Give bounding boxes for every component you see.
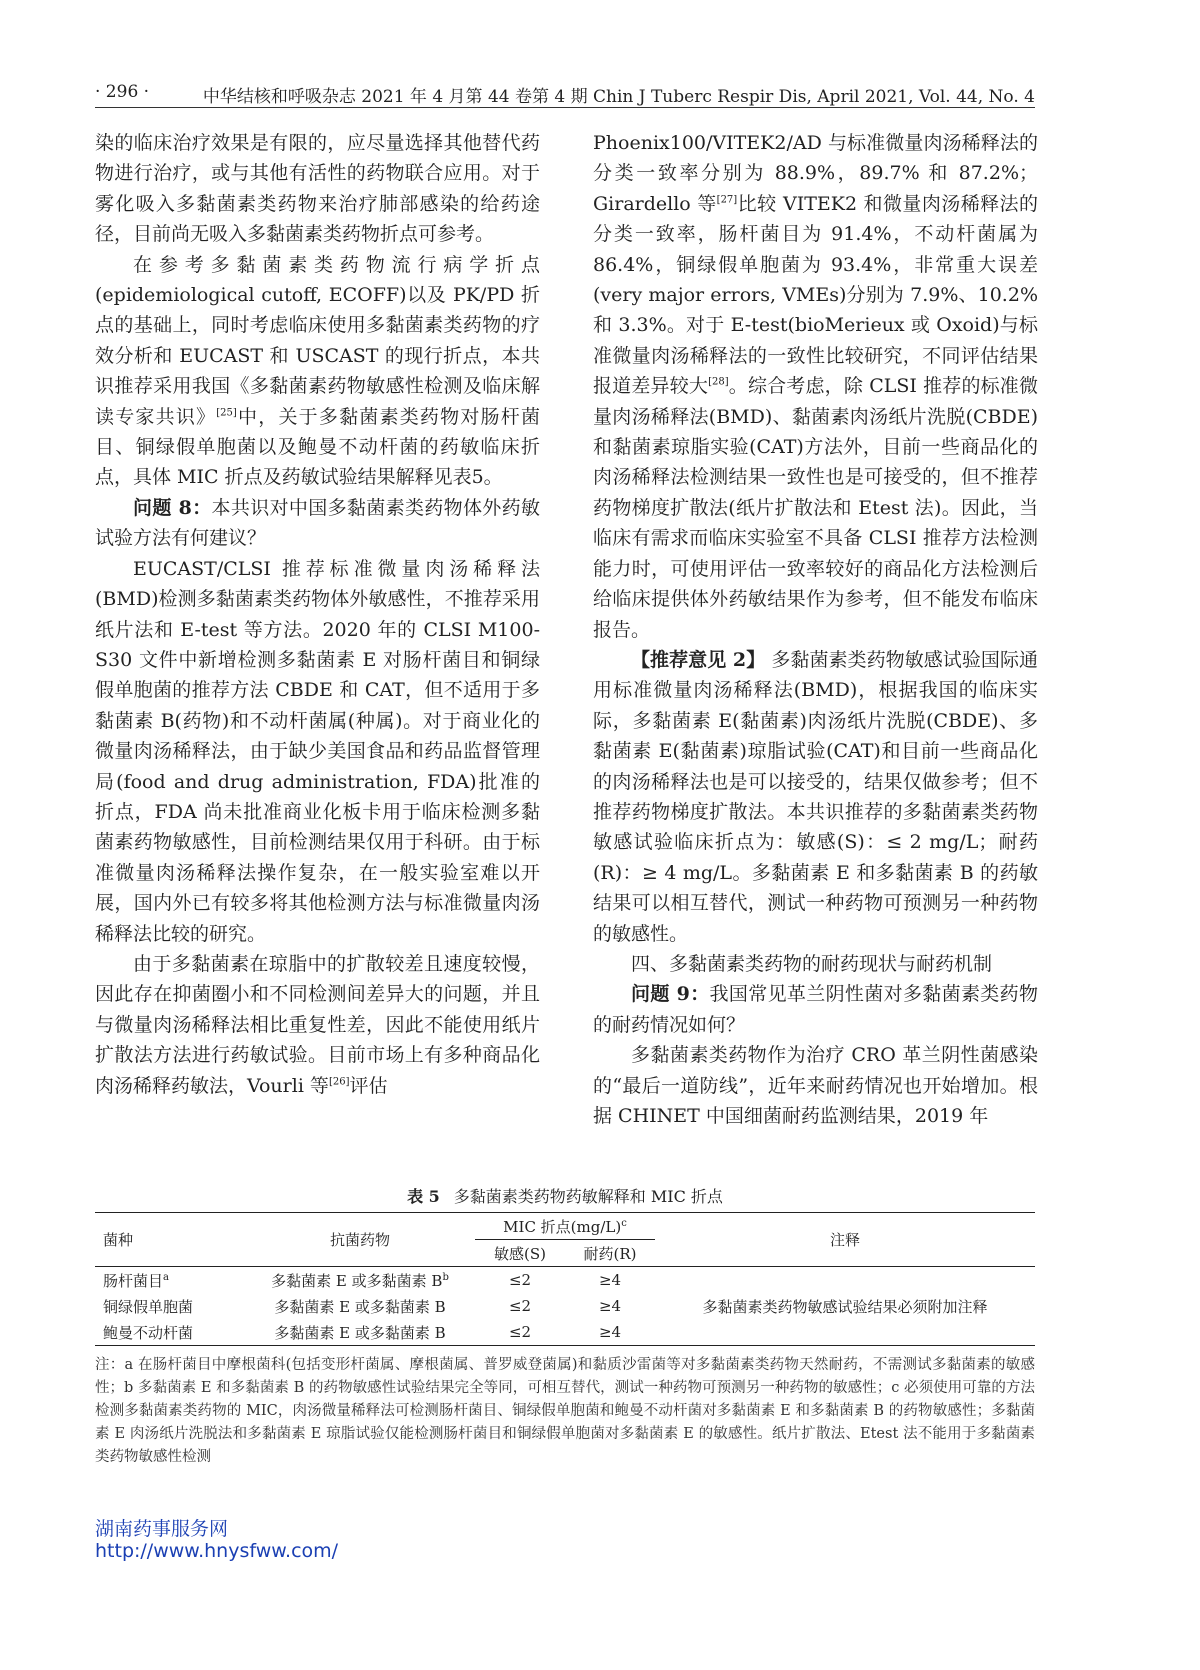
- citation-ref: [26]: [328, 1076, 350, 1088]
- note-cell: 多黏菌素类药物敏感试验结果必须附加注释: [655, 1267, 1035, 1346]
- header-species: 菌种: [95, 1213, 245, 1267]
- header-mic: MIC 折点$(mg/L)^c$: [475, 1213, 655, 1240]
- paragraph: Phoenix100/VITEK2/AD 与标准微量肉汤稀释法的分类一致率分别为 88.9%，89.7% 和 87.2%；Girardello 等[27]比较 VITEK2 和微量肉汤稀释法的分类一致率，肠杆菌目为 91.4%，不动杆菌属为 86.4%，铜绿假单胞菌为 93.4%，非常重大误差(very major errors, VMEs)分别为 7.9%、10.2% 和 3.3%。对于 E-test(bioMerieux 或 Oxoid)与标准微量肉汤稀释法的一致性比较研究，不同评估结果报道差异较大[28]。综合考虑，除 CLSI 推荐的标准微量肉汤稀释法(BMD)、黏菌素肉汤纸片洗脱(CBDE)和黏菌素琼脂实验(CAT)方法外，目前一些商品化的肉汤稀释法检测结果一致性也是可接受的，但不推荐药物梯度扩散法(纸片扩散法和 Etest 法)。因此，当临床有需求而临床实验室不具备 CLSI 推荐方法检测能力时，可使用评估一致率较好的商品化方法检测后给临床提供体外药敏结果作为参考，但不能发布临床报告。: [593, 132, 1038, 641]
- table-title: 多黏菌素类药物药敏解释和 MIC 折点: [453, 1187, 723, 1206]
- question-heading: 问题 8：本共识对中国多黏菌素类药物体外药敏试验方法有何建议？: [95, 496, 540, 550]
- header-drug: 抗菌药物: [245, 1213, 475, 1267]
- header-r: 耐药(R): [565, 1240, 655, 1267]
- table-row: 铜绿假单胞菌 多黏菌素 E 或多黏菌素 B ≤2 ≥4: [103, 1297, 622, 1316]
- citation-ref: [27]: [716, 194, 738, 206]
- section-heading: 四、多黏菌素类药物的耐药现状与耐药机制: [631, 952, 993, 975]
- citation-ref: [28]: [708, 376, 729, 388]
- page-number: · 296 ·: [95, 82, 150, 102]
- right-column: [593, 128, 1038, 1131]
- header-note: 注释: [655, 1213, 1035, 1267]
- paragraph: 染的临床治疗效果是有限的，应尽量选择其他替代药物进行治疗，或与其他有活性的药物联合应用。对于雾化吸入多黏菌素类药物来治疗肺部感染的给药途径，目前尚无吸入多黏菌素类药物折点可参考。: [95, 132, 540, 246]
- table-footnote: 注：a 在肠杆菌目中摩根菌科(包括变形杆菌属、摩根菌属、普罗威登菌属)和黏质沙雷菌等对多黏菌素类药物天然耐药，不需测试多黏菌素的敏感性；b 多黏菌素 E 和多黏菌素 B 的药物敏感性试验结果完全等同，可相互替代，测试一种药物可预测另一种药物的敏感性；c 必须使用可靠的方法检测多黏菌素类药物的 MIC，肉汤微量稀释法可检测肠杆菌目、铜绿假单胞菌和鲍曼不动杆菌对多黏菌素 E 和多黏菌素 B 的药物敏感性；多黏菌素 E 肉汤纸片洗脱法和多黏菌素 E 琼脂试验仅能检测肠杆菌目和铜绿假单胞菌对多黏菌素 E 的敏感性。纸片扩散法、Etest 法不能用于多黏菌素类药物敏感性检测: [95, 1357, 1035, 1465]
- table-caption: [95, 1184, 1035, 1207]
- table-row: 肠杆菌目$^a$ 多黏菌素 E 或多黏菌素 $B^b$ ≤2 ≥4 多黏菌素类药物敏感试验结果必须附加注释: [95, 1267, 1035, 1294]
- table-row: 鲍曼不动杆菌 多黏菌素 E 或多黏菌素 B ≤2 ≥4: [95, 1319, 1035, 1346]
- paragraph: 多黏菌素类药物作为治疗 CRO 革兰阴性菌感染的“最后一道防线”，近年来耐药情况也开始增加。根据 CHINET 中国细菌耐药监测结果，2019 年: [593, 1044, 1038, 1127]
- site-url[interactable]: http://www.hnysfww.com/: [95, 1540, 339, 1562]
- header-rule: [95, 107, 1035, 108]
- recommendation: 【推荐意见 2】 多黏菌素类药物敏感试验国际通用标准微量肉汤稀释法(BMD)，根据我国的临床实际，多黏菌素 E(黏菌素)肉汤纸片洗脱(CBDE)、多黏菌素 E(黏菌素)琼脂试验(CAT)和目前一些商品化的肉汤稀释法也是可以接受的，结果仅做参考；但不推荐药物梯度扩散法。本共识推荐的多黏菌素类药物敏感试验临床折点为：敏感(S)：≤ 2 mg/L；耐药(R)：≥ 4 mg/L。多黏菌素 E 和多黏菌素 B 的药敏结果可以相互替代，测试一种药物可预测另一种药物的敏感性。: [593, 648, 1038, 945]
- paragraph: 由于多黏菌素在琼脂中的扩散较差且速度较慢，因此存在抑菌圈小和不同检测间差异大的问题，并且与微量肉汤稀释法相比重复性差，因此不能使用纸片扩散法方法进行药敏试验。目前市场上有多种商品化肉汤稀释药敏法，Vourli 等[26]评估: [95, 952, 540, 1097]
- header-s: 敏感(S): [475, 1240, 565, 1267]
- running-header: [95, 82, 1035, 106]
- site-name: 湖南药事服务网: [95, 1518, 229, 1540]
- citation-ref: [25]: [216, 407, 237, 419]
- table-label: 表 5: [407, 1187, 440, 1206]
- journal-citation: 中华结核和呼吸杂志 2021 年 4 月第 44 卷第 4 期 Chin J Tuberc Respir Dis, April 2021, Vol. 44, No. 4: [202, 87, 1035, 107]
- question-heading: 问题 9：我国常见革兰阴性菌对多黏菌素类药物的耐药情况如何？: [593, 983, 1038, 1036]
- paragraph: 在参考多黏菌素类药物流行病学折点(epidemiological cutoff, ECOFF)以及 PK/PD 折点的基础上，同时考虑临床使用多黏菌素类药物的疗效分析和 EUCAST 和 USCAST 的现行折点，本共识推荐采用我国《多黏菌素药物敏感性检测及临床解读专家共识》[25]中，关于多黏菌素类药物对肠杆菌目、铜绿假单胞菌以及鲍曼不动杆菌的药敏临床折点，具体 MIC 折点及药敏试验结果解释见表5。: [95, 253, 540, 489]
- left-column: [95, 128, 540, 1101]
- table-5: [95, 1212, 1035, 1346]
- paragraph: EUCAST/CLSI 推荐标准微量肉汤稀释法(BMD)检测多黏菌素类药物体外敏感性，不推荐采用纸片法和 E-test 等方法。2020 年的 CLSI M100-S30 文件中新增检测多黏菌素 E 对肠杆菌目和铜绿假单胞菌的推荐方法 CBDE 和 CAT，但不适用于多黏菌素 B(药物)和不动杆菌属(种属)。对于商业化的微量肉汤稀释法，由于缺少美国食品和药品监督管理局(food and drug administration, FDA)批准的折点，FDA 尚未批准商业化板卡用于临床检测多黏菌素药物敏感性，目前检测结果仅用于科研。由于标准微量肉汤稀释法操作复杂，在一般实验室难以开展，国内外已有较多将其他检测方法与标准微量肉汤稀释法比较的研究。: [95, 557, 540, 945]
